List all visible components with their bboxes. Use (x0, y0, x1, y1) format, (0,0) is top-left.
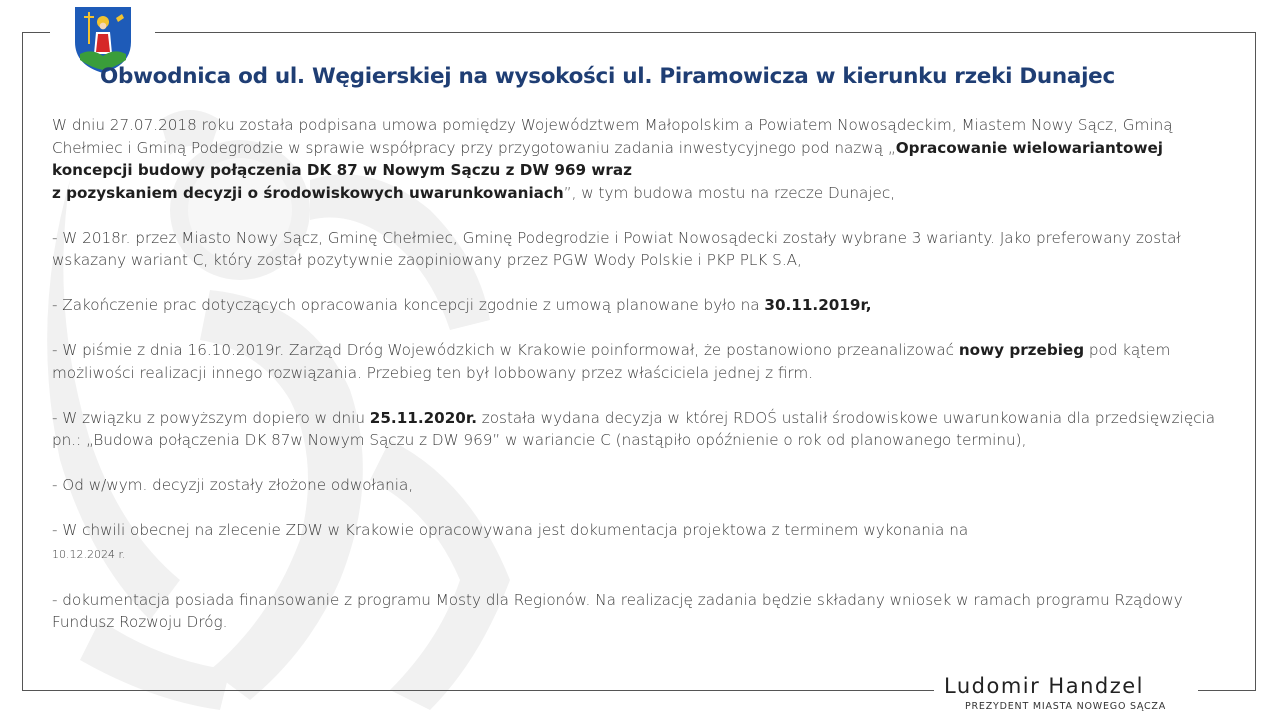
paragraph-design: - W chwili obecnej na zlecenie ZDW w Krakowie opracowywana jest dokumentacja projektowa z terminem wykonania na 10.12.2024 r. (52, 521, 969, 561)
frame-line-left (22, 32, 23, 690)
frame-line-right (1255, 32, 1256, 690)
frame-line-bottom-right (1198, 690, 1256, 691)
frame-line-top-left (22, 32, 50, 33)
paragraph-appeals: - Od w/wym. decyzji zostały złożone odwołania, (52, 476, 414, 494)
frame-line-top (155, 32, 1255, 33)
paragraph-funding: - dokumentacja posiada finansowanie z programu Mosty dla Regionów. Na realizację zadania będzie składany wniosek w ramach programu Rządowy Fundusz Rozwoju Dróg. (52, 590, 1183, 631)
frame-line-bottom (22, 690, 934, 691)
paragraph-letter: - W piśmie z dnia 16.10.2019r. Zarząd Dróg Wojewódzkich w Krakowie poinformował, że postanowiono przeanalizować nowy przebieg pod kątem możliwości realizacji innego rozwiązania. Przebieg ten był lobbowany przez właściciela jednej z firm. (52, 341, 1171, 382)
paragraph-variants: - W 2018r. przez Miasto Nowy Sącz, Gminę Chełmiec, Gminę Podegrodzie i Powiat Nowosądecki zostały wybrane 3 warianty. Jako preferowany został wskazany wariant C, który został pozytywnie zaopiniowany przez PGW Wody Polskie i PKP PLK S.A, (52, 228, 1181, 269)
paragraph-agreement: W dniu 27.07.2018 roku została podpisana umowa pomiędzy Województwem Małopolskim a Powiatem Nowosądeckim, Miastem Nowy Sącz, Gminą Chełmiec i Gminą Podegrodzie w sprawie współpracy przy przygotowaniu zadania inwestycyjnego pod nazwą „Opracowanie wielowariantowej koncepcji budowy połączenia DK 87 w Nowym Sączu z DW 969 wraz z pozyskaniem decyzji o środowiskowych uwarunkowaniach”, w tym budowa mostu na rzecze Dunajec, (52, 116, 1173, 202)
paragraph-decision: - W związku z powyższym dopiero w dniu 25.11.2020r. została wydana decyzja w której RDOŚ ustalił środowiskowe uwarunkowania dla przedsięwzięcia pn.: „Budowa połączenia DK 87w Nowym Sączu z DW 969” w wariancie C (nastąpiło opóźnienie o rok od planowanego terminu), (52, 408, 1216, 449)
paragraph-completion: - Zakończenie prac dotyczących opracowania koncepcji zgodnie z umową planowane było na 30.11.2019r, (52, 296, 872, 314)
signature-name: Ludomir Handzel (944, 674, 1144, 698)
document-body (52, 114, 1237, 656)
page-title: Obwodnica od ul. Węgierskiej na wysokości ul. Piramowicza w kierunku rzeki Dunajec (100, 64, 1115, 89)
signature-role: PREZYDENT MIASTA NOWEGO SĄCZA (965, 701, 1167, 712)
